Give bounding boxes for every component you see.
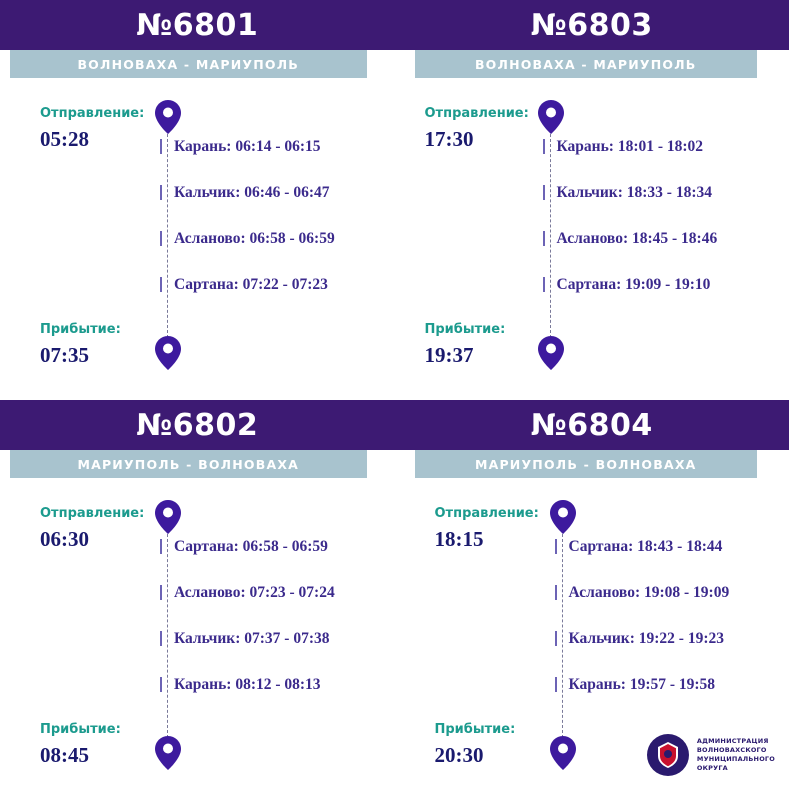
- departure-time: 06:30: [40, 527, 89, 551]
- departure-label: Отправление:: [40, 106, 145, 121]
- map-pin-icon-departure: [538, 100, 564, 134]
- stops-list-6801: [160, 138, 385, 322]
- stops-list-6802: [160, 538, 385, 722]
- logo-line-2: ВОЛНОВАХСКОГО: [696, 746, 767, 755]
- arrival-label: Прибытие:: [424, 322, 506, 337]
- list-item: Кальчик: 06:46 - 06:47: [160, 184, 385, 202]
- list-item: Кальчик: 18:33 - 18:34: [543, 184, 780, 202]
- train-body-6804: [395, 478, 789, 800]
- train-body-6801: [0, 78, 395, 400]
- arrival-time: 20:30: [434, 743, 484, 767]
- list-item: Сартана: 18:43 - 18:44: [555, 538, 780, 556]
- list-item: Карань: 06:14 - 06:15: [160, 138, 385, 156]
- map-pin-icon-departure: [155, 100, 181, 134]
- list-item: Асланово: 19:08 - 19:09: [555, 584, 780, 602]
- departure-block-6804: [435, 506, 560, 552]
- train-card-6801: [0, 0, 395, 400]
- administration-logo: [647, 734, 775, 776]
- logo-text: [697, 737, 775, 772]
- arrival-label: Прибытие:: [434, 722, 516, 737]
- list-item: Асланово: 18:45 - 18:46: [543, 230, 780, 248]
- arrival-time: 07:35: [40, 343, 89, 367]
- train-route-6802: МАРИУПОЛЬ - ВОЛНОВАХА: [10, 450, 367, 478]
- train-body-6802: [0, 478, 395, 800]
- departure-block-6801: [40, 106, 165, 152]
- departure-block-6803: [425, 106, 550, 152]
- logo-line-3: МУНИЦИПАЛЬНОГО: [696, 755, 775, 763]
- list-item: Карань: 19:57 - 19:58: [555, 676, 780, 694]
- list-item: Асланово: 07:23 - 07:24: [160, 584, 385, 602]
- map-pin-icon-departure: [550, 500, 576, 534]
- map-pin-icon-departure: [155, 500, 181, 534]
- list-item: Асланово: 06:58 - 06:59: [160, 230, 385, 248]
- train-route-6801: ВОЛНОВАХА - МАРИУПОЛЬ: [10, 50, 367, 78]
- train-route-6803: ВОЛНОВАХА - МАРИУПОЛЬ: [415, 50, 758, 78]
- arrival-block-6802: [40, 722, 165, 768]
- arrival-block-6803: [425, 322, 550, 368]
- list-item: Кальчик: 19:22 - 19:23: [555, 630, 780, 648]
- arrival-block-6804: [435, 722, 560, 768]
- train-number-6804: №6804: [395, 400, 789, 450]
- arrival-time: 19:37: [424, 343, 474, 367]
- logo-line-1: АДМИНИСТРАЦИЯ: [696, 737, 769, 746]
- departure-time: 18:15: [434, 527, 484, 551]
- train-card-6804: [395, 400, 789, 800]
- train-body-6803: [395, 78, 789, 400]
- departure-label: Отправление:: [434, 506, 539, 521]
- coat-of-arms-icon: [647, 734, 689, 776]
- departure-time: 17:30: [424, 127, 474, 151]
- arrival-time: 08:45: [40, 743, 89, 767]
- train-card-6802: [0, 400, 395, 800]
- departure-block-6802: [40, 506, 165, 552]
- departure-label: Отправление:: [424, 106, 529, 121]
- stops-list-6804: [555, 538, 780, 722]
- list-item: Сартана: 19:09 - 19:10: [543, 276, 780, 294]
- arrival-label: Прибытие:: [40, 322, 121, 337]
- stops-list-6803: [543, 138, 780, 322]
- arrival-label: Прибытие:: [40, 722, 121, 737]
- list-item: Карань: 08:12 - 08:13: [160, 676, 385, 694]
- logo-line-4: ОКРУГА: [696, 763, 728, 772]
- list-item: Карань: 18:01 - 18:02: [543, 138, 780, 156]
- train-number-6802: №6802: [0, 400, 395, 450]
- list-item: Сартана: 06:58 - 06:59: [160, 538, 385, 556]
- departure-label: Отправление:: [40, 506, 145, 521]
- train-route-6804: МАРИУПОЛЬ - ВОЛНОВАХА: [415, 450, 758, 478]
- list-item: Кальчик: 07:37 - 07:38: [160, 630, 385, 648]
- departure-time: 05:28: [40, 127, 89, 151]
- train-number-6801: №6801: [0, 0, 395, 50]
- train-number-6803: №6803: [395, 0, 789, 50]
- train-card-6803: [395, 0, 789, 400]
- arrival-block-6801: [40, 322, 165, 368]
- list-item: Сартана: 07:22 - 07:23: [160, 276, 385, 294]
